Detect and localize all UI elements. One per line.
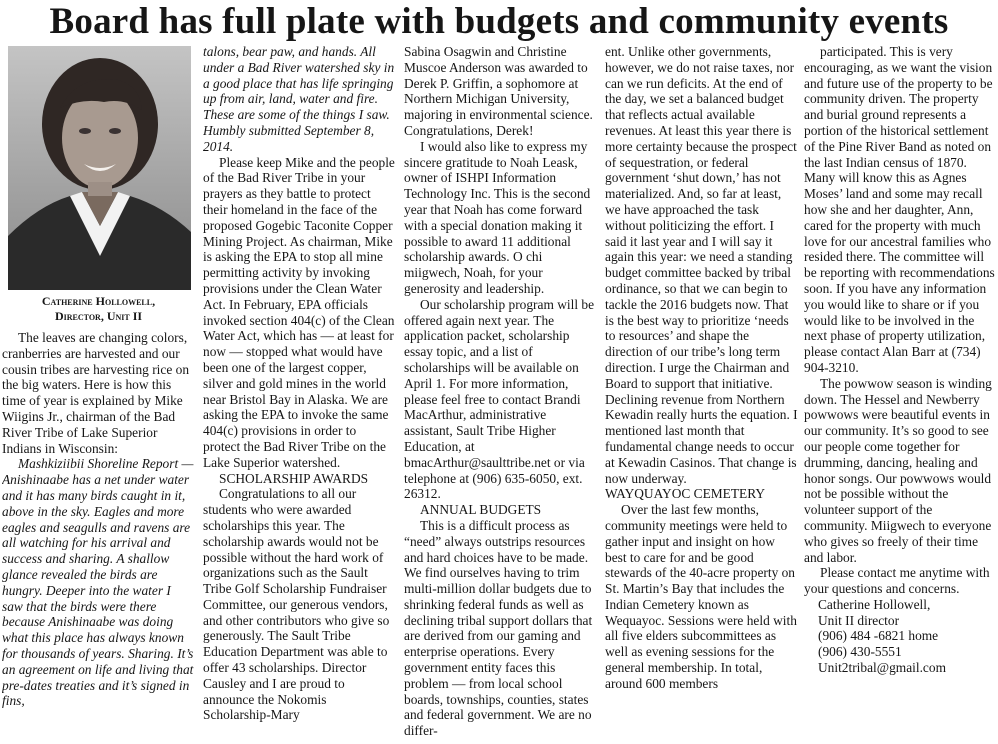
section-heading: SCHOLARSHIP AWARDS xyxy=(219,470,369,486)
paragraph: Sabina Osagwin and Christine Muscoe Anderson was awarded to Derek P. Griffin, a sophomore at Northern Michigan University, majoring in environmental science. Congratulations, Derek! xyxy=(404,44,593,138)
article-column-4 xyxy=(605,44,798,744)
paragraph: The powwow season is winding down. The Hessel and Newberry powwows were beautiful events in our community. It’s so good to see our people come together for drumming, dancing, healing and honor songs. Our powwows would not be possible without the volunteer support of the community. Miigwech to everyone who gives so freely of their time and labor. xyxy=(804,375,992,565)
article-column-1 xyxy=(2,44,195,744)
paragraph: Please contact me anytime with your questions and concerns. xyxy=(804,565,990,597)
column-text xyxy=(404,44,597,739)
paragraph: participated. This is very encouraging, as we want the vision and future use of the property to be community driven. The property and burial ground represents a portion of the historical settlement of the Pine River Band as noted on the last Indian census of 1870. Many will know this as Agnes Moses’ land and some may recall how she and her daughter, Ann, cared for the property with much love for our ancestral families who resided there. The committee will be reporting with recommendations soon. If you have any information you would like to share or if you would like to be involved in the next phase of property utilization, please contact Alan Barr at (734) 904-3210. xyxy=(804,44,995,375)
paragraph: Please keep Mike and the people of the Bad River Tribe in your prayers as they battle to protect their homeland in the face of the proposed Gogebic Taconite Copper Mining Project. As chairman, Mike is asking the EPA to stop all mine permitting activity by invoking provisions under the Clean Water Act. In February, EPA officials invoked section 404(c) of the Clean Water Act, which has — at least for now — stopped what would have been one of the largest copper, silver and gold mines in the world near Bristol Bay in Alaska. We are asking the EPA to invoke the same 404(c) provisions in order to protect the Bad River Tribe on the Lake Superior watershed. xyxy=(203,154,395,470)
paragraph: WAYQUAYOC CEMETERY xyxy=(605,486,766,502)
article-column-3 xyxy=(404,44,597,744)
paragraph: The leaves are changing colors, cranberries are harvested and our cousin tribes are harvesting rice on the big waters. Here is how this time of year is explained by Mike Wiigins Jr., chairman of the Bad River Tribe of Lake Superior Indians in Wisconsin: xyxy=(2,330,190,456)
caption-name: Catherine Hollowell, xyxy=(41,294,156,308)
article-column-5 xyxy=(804,44,997,744)
paragraph: I would also like to express my sincere gratitude to Noah Leask, owner of ISHPI Information Technology Inc. This is the second year that Noah has come forward with a special donation making it possible to award 11 additional scholarship awards. O chi miigwech, Noah, for your generosity and leadership. xyxy=(404,138,591,296)
paragraph: Mashkiziibii Shoreline Report — Anishinaabe has a net under water and it has many birds caught in it, above in the sky. Eagles and more eagles and seagulls and ravens are all watching for his arrival and success and sharing. A shallow glance revealed the birds are hungry. Deeper into the water I saw that the birds were there because Anishinaabe was doing what this place has always known for thousands of years. Sharing. It’s an agreement on life and living that pre-dates treaties and it’s signed in fins, xyxy=(2,456,194,709)
column-text xyxy=(203,44,396,723)
paragraph: Over the last few months, community meetings were held to gather input and insight on how best to care for and be good stewards of the 40-acre property on St. Martin’s Bay that includes the Indian Cemetery known as Wequayoc. Sessions were held with all five elders subcommittees as well as evening sessions for the general membership. In total, around 600 members xyxy=(605,502,797,691)
paragraph: talons, bear paw, and hands. All under a Bad River watershed sky in a good place that has life springing up from air, land, water and fire. These are some of the things I saw. Humbly submitted September 8, 2014. xyxy=(203,44,395,154)
signature-line: (906) 430-5551 xyxy=(818,644,902,660)
signature-line: Catherine Hollowell, xyxy=(818,596,931,612)
column-text xyxy=(2,330,195,709)
article-column-2 xyxy=(203,44,396,744)
paragraph: ent. Unlike other governments, however, we do not raise taxes, nor can we run deficits. At the end of the day, we set a balanced budget that reflects actual available revenues. At least this year there is more certainty because the prospect of sequestration, or federal government ‘shut down,’ has not materialized. And, so far at least, we have approached the task without politicizing the effort. I said it last year and I will say it again this year: we need a standing budget committee backed by tribal ordinance, so that we can begin to tackle the 2016 budgets now. That is the best way to prioritize ‘needs to resources’ and shape the direction of our tribe’s long term direction. I urge the Chairman and Board to support that initiative. Declining revenue from Northern Kewadin really hurts the equation. I mentioned last month that fundamental change needs to occur at Kewadin Casinos. That change is now underway. xyxy=(605,44,798,486)
signature-line: (906) 484 -6821 home xyxy=(818,628,939,644)
section-heading: ANNUAL BUDGETS xyxy=(420,502,542,518)
paragraph: Congratulations to all our students who were awarded scholarships this year. The scholarship awards would not be possible without the hard work of organizations such as the Sault Tribe Golf Scholarship Fundraiser Committee, our generous vendors, and other contributors who give so generously. The Sault Tribe Education Department was able to offer 43 scholarships. Director Causley and I are proud to announce the Nokomis Scholarship-Mary xyxy=(203,486,390,723)
photo-caption xyxy=(2,294,195,324)
signature-line: Unit II director xyxy=(818,612,900,628)
article-headline: Board has full plate with budgets and community events xyxy=(49,1,949,42)
caption-title: Director, Unit II xyxy=(54,309,143,323)
paragraph: Our scholarship program will be offered again next year. The application packet, scholarship essay topic, and a list of scholarships will be available on April 1. For more information, please feel free to contact Brandi MacArthur, administrative assistant, Sault Tribe Higher Education, at bmacArthur@saulttribe.net or via telephone at (906) 635-6050, ext. 26312. xyxy=(404,296,595,502)
portrait-image xyxy=(8,46,191,290)
paragraph: This is a difficult process as “need” always outstrips resources and hard choices have to be made. We find ourselves having to trim multi-million dollar budgets due to shrinking federal funds as well as declining tribal support dollars that are derived from our gaming and enterprise operations. Every government entity faces this problem — from local school boards, townships, counties, states and federal government. We are no differ- xyxy=(404,517,593,739)
author-photo xyxy=(8,46,191,290)
column-text xyxy=(804,44,997,676)
signature-line: Unit2tribal@gmail.com xyxy=(818,660,946,676)
column-text xyxy=(605,44,798,692)
